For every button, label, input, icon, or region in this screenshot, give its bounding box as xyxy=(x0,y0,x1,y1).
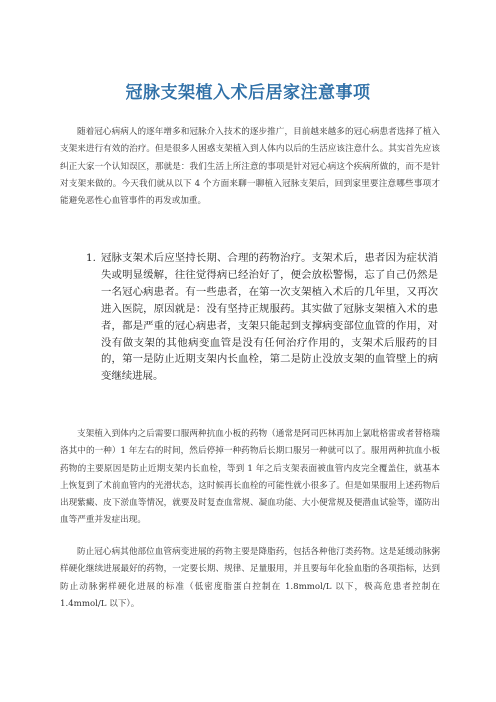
document-title: 冠脉支架植入术后居家注意事项 xyxy=(125,83,371,103)
intro-paragraph: 随着冠心病病人的逐年增多和冠脉介入技术的逐步推广，目前越来越多的冠心病患者选择了植入支架来进行有效的治疗。但是很多人困惑支架植入到人体内以后的生活应该注意什么。其实首先应该纠正大家一个认知误区，那就是：我们生活上所注意的事项是针对冠心病这个疾病所做的，而不是针对支架来做的。今天我们就从以下 4 个方面来聊一聊植入冠脉支架后，回到家里要注意哪些事项才能避免恶性心血管事件的再发或加重。 xyxy=(60,127,440,207)
medication-paragraph: 支架植入到体内之后需要口服两种抗血小板的药物（通常是阿司匹林再加上氯吡格雷或者替格瑞洛其中的一种）1 年左右的时间，然后停掉一种药物后长期口服另一种就可以了。服用两种抗血小板药物的主要原因是防止近期支架内长血栓，等到 1 年之后支架表面被血管内皮完全覆盖住，就基本上恢复到了术前血管内的光滑状态，这时候再长血栓的可能性就小很多了。但是如果服用上述药物后出现紫癜、皮下淤血等情况，就要及时复查血常规、凝血功能、大小便常规及便潜血试验等，谨防出血等严重并发症出现。 xyxy=(60,429,440,526)
numbered-list-item xyxy=(86,250,438,385)
list-item-text: 冠脉支架术后应坚持长期、合理的药物治疗。支架术后，患者因为症状消失或明显缓解，往往觉得病已经治好了，便会放松警惕，忘了自己仍然是一名冠心病患者。有一些患者，在第一次支架植入术后的几年里，又再次进入医院，原因就是：没有坚持正规服药。其实做了冠脉支架植入术的患者，都是严重的冠心病患者，支架只能起到支撑病变部位血管的作用，对没有做支架的其他病变血管是没有任何治疗作用的，支架术后服药的目的，第一是防止近期支架内长血栓，第二是防止没放支架的血管壁上的病变继续进展。 xyxy=(101,252,438,383)
statin-paragraph: 防止冠心病其他部位血管病变进展的药物主要是降脂药，包括各种他汀类药物。这是延缓动脉粥样硬化继续进展最好的药物，一定要长期、规律、足量服用，并且要每年化验血脂的各项指标，达到防止动脉粥样硬化进展的标准（低密度脂蛋白控制在 1.8mmol/L 以下，极高危患者控制在 1.4mmol/L 以下）。 xyxy=(60,547,440,609)
list-item-number: 1. xyxy=(86,252,96,264)
